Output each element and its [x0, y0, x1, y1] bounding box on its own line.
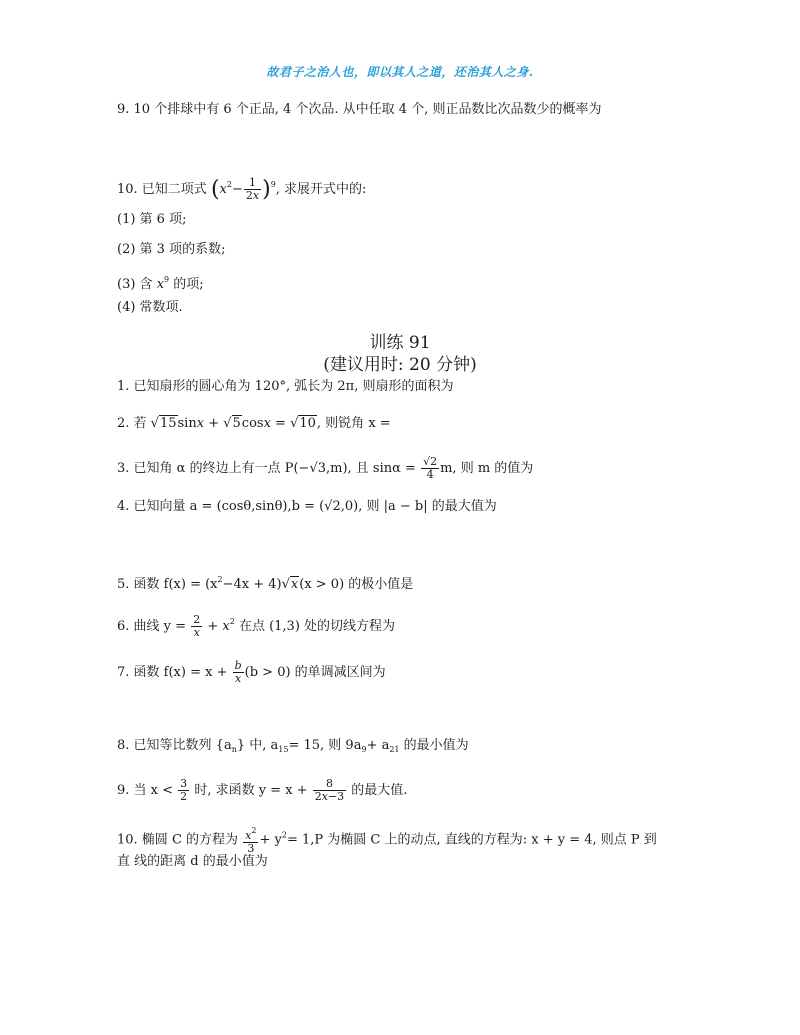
section-subtitle: (建议用时: 20 分钟) — [323, 355, 477, 375]
q8-e: 的最小值为 — [403, 738, 469, 753]
question-10: 10. 椭圆 C 的方程为 $\frac{x^2}{3}$ + $y^2= 1,P$ 为椭圆 C 上的动点, 直线的方程为: x + y = 4, 则点 P 到 — [117, 826, 657, 855]
q5-prefix: 5. 函数 f(x) = (x — [117, 577, 218, 592]
question-9: 9. 当 x < $\frac{3}{2}$ 时, 求函数 y = x + $\frac{8}{2x-3}$ 的最大值. — [117, 777, 408, 803]
q10-suffix: = 1,P 为椭圆 C 上的动点, 直线的方程为: x + y = 4, 则点 P 到 — [286, 832, 657, 848]
q10-sub3-b: 的项; — [173, 277, 204, 292]
question-2: 2. 若 √15sinx + √5cosx = √10, 则锐角 x = — [117, 416, 391, 431]
q5-mid: −4x + 4) — [222, 577, 282, 592]
q3-suffix: m, 则 m 的值为 — [440, 461, 534, 476]
q8-a: 8. 已知等比数列 {a — [117, 738, 232, 753]
section-title: 训练 91 — [369, 333, 431, 353]
q2-suffix: , 则锐角 x = — [316, 416, 391, 431]
q2-prefix: 2. 若 — [117, 416, 147, 431]
q9-suffix: 的最大值. — [351, 783, 408, 798]
question-4: 4. 已知向量 a = (cosθ,sinθ),b = (√2,0), 则 |a − b| 的最大值为 — [117, 499, 497, 514]
q4-prefix: 4. 已知向量 a = (cosθ,sinθ),b = ( — [117, 499, 325, 514]
q7-prefix: 7. 函数 f(x) = x + — [117, 665, 228, 680]
q7-suffix: (b > 0) 的单调减区间为 — [244, 665, 386, 680]
q6-prefix: 6. 曲线 y = — [117, 619, 187, 634]
question-7: 7. 函数 f(x) = x + $\frac{b}{x}$ (b > 0) 的单调减区间为 — [117, 659, 386, 685]
q3-mid: 3,m), 且 sinα = — [317, 461, 416, 476]
question-6: 6. 曲线 y = $\frac{2}{x}$ + $x^2$ 在点 (1,3) 处的切线方程为 — [117, 613, 396, 639]
q10-suffix: , 求展开式中的: — [275, 182, 367, 197]
q8-d: + a — [366, 738, 390, 753]
q5-suffix: (x > 0) 的极小值是 — [299, 577, 414, 592]
q4-suffix: 2,0), 则 |a − b| 的最大值为 — [332, 499, 497, 514]
binomial-expression: ($x^2-$ $\frac{1}{2x}$ )$^9$ — [210, 176, 276, 202]
prev-question-9: 9. 10 个排球中有 6 个正品, 4 个次品. 从中任取 4 个, 则正品数比次品数少的概率为 — [117, 102, 602, 117]
question-5: 5. 函数 $f(x) = (x^2-4x + 4)√x(x > 0)$ 的极小值是 — [117, 575, 414, 592]
question-8: 8. 已知等比数列 $\{a_n\}$ 中, $a_{15}= 15$, 则 $9a_9+ a_{21}$ 的最小值为 — [117, 738, 469, 754]
q10-sub3-a: (3) 含 — [117, 277, 153, 292]
header-motto: 故君子之治人也，即以其人之道，还治其人之身. — [266, 65, 534, 79]
q10-mid: + y — [259, 832, 282, 848]
prev-question-10 — [117, 175, 366, 202]
q3-prefix: 3. 已知角 α 的终边上有一点 P(− — [117, 461, 310, 476]
q8-c: = 15, 则 9a — [288, 738, 362, 753]
q9-mid: 时, 求函数 y = x + — [194, 783, 308, 798]
q10-sub-1: (1) 第 6 项; — [117, 212, 187, 227]
q9-prefix: 9. 当 x < — [117, 783, 174, 798]
question-1: 1. 已知扇形的圆心角为 120°, 弧长为 2π, 则扇形的面积为 — [117, 379, 454, 394]
question-3: 3. 已知角 α 的终边上有一点 P(−√3,m), 且 sinα = $\frac{√2}{4}$ m, 则 m 的值为 — [117, 455, 534, 481]
q10-prefix: 10. 已知二项式 — [117, 182, 207, 197]
q10-sub-2: (2) 第 3 项的系数; — [117, 242, 226, 257]
q8-b: } 中, a — [236, 738, 279, 753]
question-10-line2: 直 线的距离 d 的最小值为 — [117, 854, 268, 869]
q10-sub-4: (4) 常数项. — [117, 300, 183, 315]
q10-sub-3: (3) 含 $x^9$ 的项; — [117, 275, 204, 292]
q10-prefix: 10. 椭圆 C 的方程为 — [117, 832, 239, 848]
q6-suffix: 在点 (1,3) 处的切线方程为 — [238, 619, 396, 634]
